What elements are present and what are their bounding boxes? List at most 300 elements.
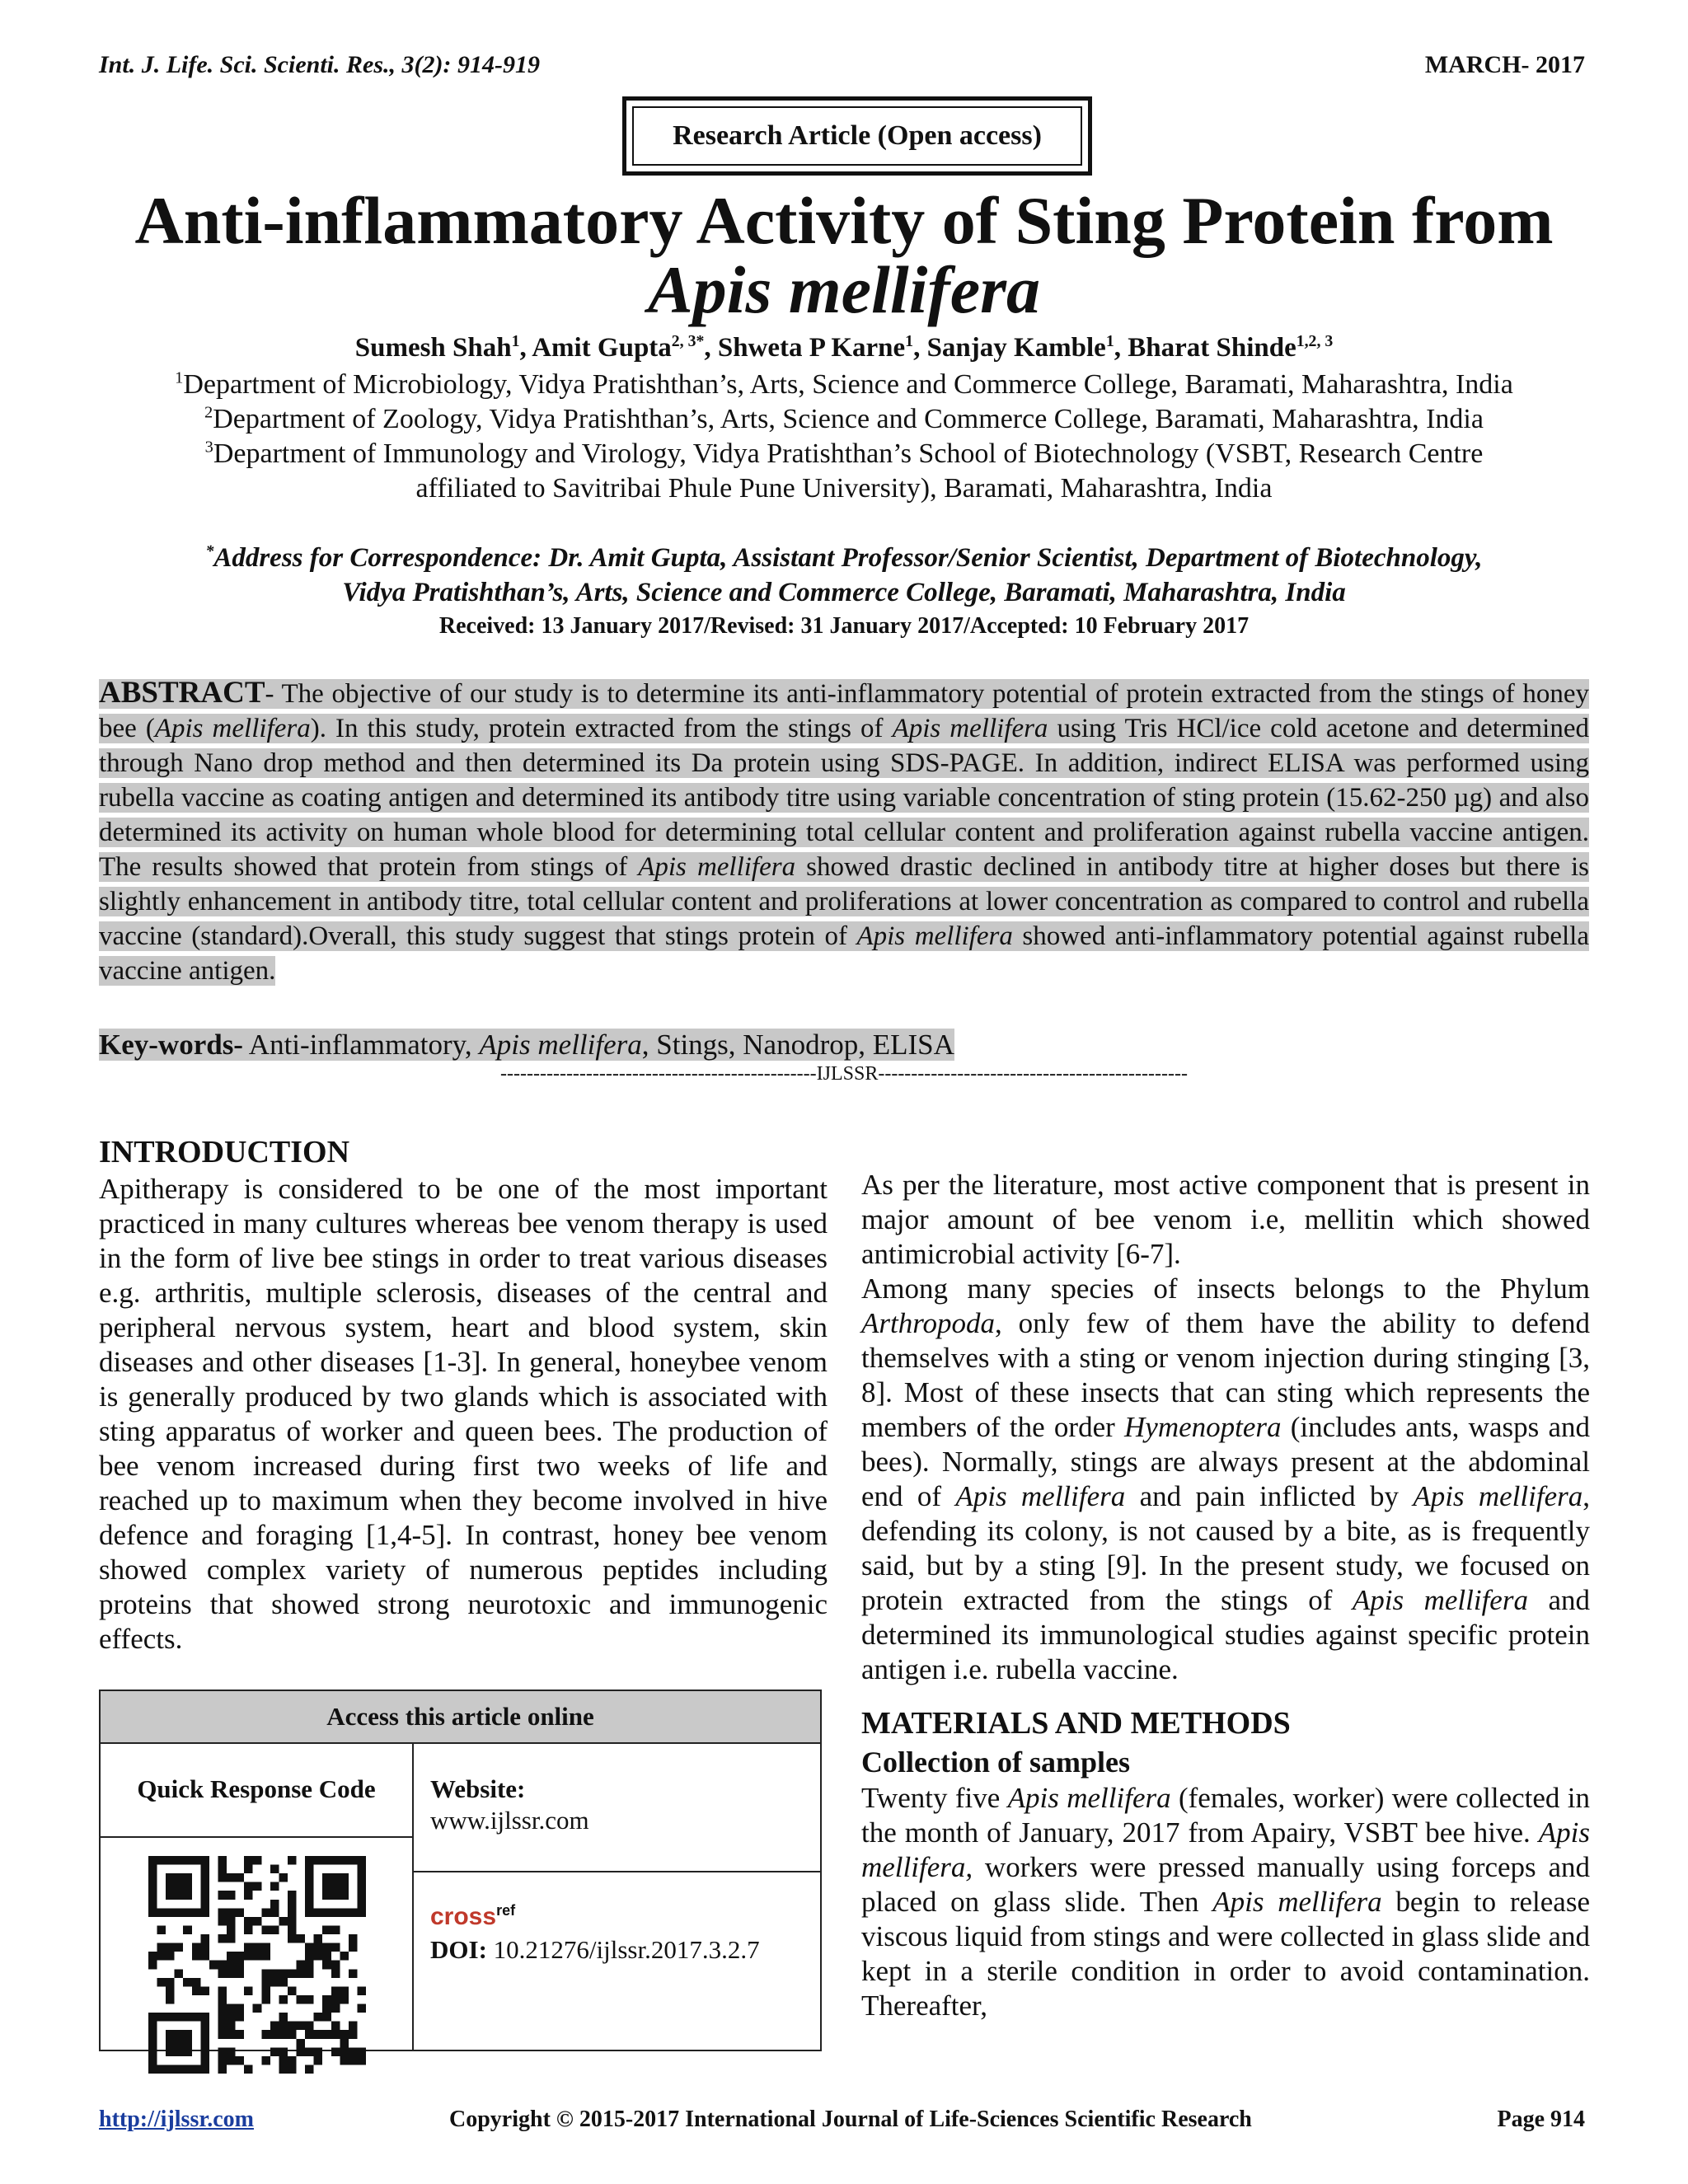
qr-module [314,1934,323,1943]
qr-module [227,2056,236,2065]
section-separator: ------------------------------------------------IJLSSR----------------------------------------------- [500,1063,1188,1085]
qr-module [279,2030,288,2039]
paper-title [0,183,1688,327]
qr-module [322,1908,331,1917]
qr-module [288,1856,297,1865]
qr-module [261,1943,270,1952]
abstract [99,676,1589,988]
author-sup: 2, 3* [671,332,705,350]
qr-module [288,1917,297,1926]
qr-code[interactable] [148,1856,366,2074]
text: and determined its immunological studies against specific protein antigen i.e. rubella vaccine. [861,1584,1590,1685]
qr-module [148,1856,157,1865]
qr-module [200,1943,209,1952]
qr-module [183,1856,192,1865]
doi[interactable] [430,1935,760,1965]
qr-module [148,2039,157,2048]
qr-module [200,1882,209,1891]
species-name: Apis mellifera [1352,1584,1528,1616]
qr-module [349,2047,358,2056]
qr-module [331,1969,340,1978]
qr-module [192,2013,201,2022]
qr-module [148,2064,157,2074]
qr-module [175,1856,184,1865]
doi-label: DOI: [430,1935,487,1964]
author-sep: , [519,333,532,363]
qr-module [279,2064,288,2074]
footer-journal-link[interactable]: http://ijlssr.com [99,2107,254,2132]
qr-module [218,2022,227,2031]
qr-code-icon [148,1856,366,2074]
qr-module [157,1978,166,1987]
qr-module [261,1952,270,1961]
qr-module [200,1873,209,1882]
affiliation-text: Department of Microbiology, Vidya Pratishthan’s, Arts, Science and Commerce College, Baramati, Maharashtra, India [183,369,1513,400]
qr-module [192,1943,201,1952]
qr-module [227,2022,236,2031]
qr-module [166,2013,175,2022]
qr-module [297,1934,306,1943]
qr-module [279,1873,288,1882]
qr-module [218,1969,227,1978]
qr-module [270,2022,279,2031]
qr-module [200,2064,209,2074]
qr-module [279,2047,288,2056]
abstract-text: - The objective of our study is to determine its anti-inflammatory potential of protein extracted from the stings of honey bee ( [99,679,1589,743]
species-name: Apis mellifera [1212,1886,1382,1918]
qr-module [305,1891,314,1900]
qr-module [305,1961,314,1970]
qr-module [157,2013,166,2022]
qr-module [244,2064,253,2074]
qr-module [227,1908,236,1917]
text: , defending its colony, is not caused by a bite, as is frequently said, but by a sting [9]. In the present study, we focused on protein extracted from the stings of [861,1480,1590,1616]
qr-module [183,2013,192,2022]
qr-module [218,1865,227,1874]
qr-module [322,2004,331,2013]
affiliation-sup: 3 [204,438,213,457]
journal-citation: Int. J. Life. Sci. Scienti. Res., 3(2): 914-919 [99,51,540,78]
right-column [861,1168,1590,2023]
qr-module [253,1917,262,1926]
qr-module [218,1986,227,1995]
qr-module [157,1952,166,1961]
website-cell [430,1774,589,1836]
qr-module [305,2064,314,2074]
qr-module [236,2004,245,2013]
author-sep: , [1114,333,1128,363]
qr-module [200,1934,209,1943]
author-sup: 1,2, 3 [1296,332,1334,350]
qr-module [340,1908,349,1917]
qr-module [305,2022,314,2031]
qr-module [314,2030,323,2039]
species-name: Apis mellifera [154,714,311,743]
qr-module [227,1891,236,1900]
qr-module [305,1908,314,1917]
qr-module [297,2039,306,2048]
qr-module [148,1891,157,1900]
qr-module [227,1925,236,1934]
text: workers were pressed manually using forceps and placed on glass slide. Then [861,1851,1590,1918]
crossref-logo-part: ref [496,1902,516,1919]
qr-module [148,1961,157,1970]
left-column [99,1132,828,1657]
qr-module [166,1986,175,1995]
qr-module [148,1873,157,1882]
qr-module [175,1882,184,1891]
qr-module [200,1865,209,1874]
qr-module [148,2030,157,2039]
qr-module [331,2004,340,2013]
qr-module [148,2022,157,2031]
qr-module [288,2064,297,2074]
qr-module [244,1882,253,1891]
qr-module [166,1856,175,1865]
qr-module [236,1873,245,1882]
qr-module [166,1873,175,1882]
qr-module [322,1925,331,1934]
qr-module [253,2004,262,2013]
website-label: Website: [430,1774,526,1803]
qr-module [175,1969,184,1978]
qr-module [244,1943,253,1952]
abstract-label: ABSTRACT [99,676,265,710]
qr-module [340,1873,349,1882]
qr-module [322,1943,331,1952]
footer-copyright: Copyright © 2015-2017 International Journal of Life-Sciences Scientific Research [449,2107,1252,2132]
qr-module [305,1873,314,1882]
qr-module [192,1986,201,1995]
qr-module [322,1952,331,1961]
affiliation-3 [0,438,1688,470]
qr-module [227,1934,236,1943]
qr-module [297,2047,306,2056]
qr-module [279,1969,288,1978]
qr-module [340,2056,349,2065]
article-type-badge [622,96,1092,176]
qr-module [200,1900,209,1909]
qr-module [331,1908,340,1917]
keywords-label: Key-words- [99,1029,243,1061]
qr-module [288,2030,297,2039]
qr-module [183,1891,192,1900]
qr-module [357,2056,366,2065]
qr-module [340,1995,349,2004]
qr-module [340,1882,349,1891]
abstract-text: showed drastic declined in antibody titre at higher doses but there is slightly enhancement in antibody titre, total cellular content and proliferations at lower concentration as compared to control and rubella vaccine (standard).Overall, this study suggest that stings protein of [99,852,1590,951]
text: Among many species of insects belongs to the Phylum [861,1272,1590,1305]
correspondence-line-1 [0,543,1688,574]
qr-module [148,2013,157,2022]
species-name: Apis mellifera [479,1029,642,1061]
qr-module [331,1995,340,2004]
qr-module [314,1908,323,1917]
qr-module [288,2022,297,2031]
qr-module [236,1969,245,1978]
qr-module [349,1934,358,1943]
text: (includes ants, wasps and bees). Normally, stings are always present at the abdominal end of [861,1411,1590,1512]
abstract-text: using Tris HCl/ice cold acetone and determined through Nano drop method and then determined its Da protein using SDS-PAGE. In addition, indirect ELISA was performed using rubella vaccine as coating antigen and determined its antibody titre using variable concentration of sting protein (15.62-250 µg) and also determined its activity on human whole blood for determining total cellular content and proliferation against rubella vaccine antigen. The results showed that protein from stings of [99,714,1589,882]
qr-module [227,1952,236,1961]
affiliation-text: Department of Zoology, Vidya Pratishthan’s, Arts, Science and Commerce College, Baramati, Maharashtra, India [213,404,1484,434]
qr-module [175,2047,184,2056]
qr-module [227,1961,236,1970]
author-sup: 1 [905,332,914,350]
paragraph-literature: As per the literature, most active component that is present in major amount of bee venom i.e, mellitin which showed antimicrobial activity [6-7]. [861,1169,1590,1270]
qr-module [236,2030,245,2039]
qr-module [148,1865,157,1874]
qr-module [349,1943,358,1952]
qr-module [175,2064,184,2074]
qr-module [166,1943,175,1952]
qr-module [314,2047,323,2056]
qr-module [227,2013,236,2022]
species-name: Apis mellifera [638,852,796,882]
qr-module [148,2047,157,2056]
qr-module [331,1882,340,1891]
qr-module [236,2013,245,2022]
qr-module [166,1978,175,1987]
qr-module [157,2064,166,2074]
author-name: Sanjay Kamble [926,333,1106,363]
qr-module [157,1908,166,1917]
qr-module [236,2056,245,2065]
qr-module [218,2056,227,2065]
qr-module [218,2013,227,2022]
qr-module [305,1865,314,1874]
author-sep: , [704,333,718,363]
article-type-label: Research Article (Open access) [632,106,1082,166]
qr-module [270,1882,279,1891]
qr-module [322,1873,331,1882]
qr-module [166,2064,175,2074]
qr-module [331,2030,340,2039]
qr-module [218,1856,227,1865]
qr-module [322,2013,331,2022]
text: and pain inflicted by [1125,1480,1414,1512]
qr-module [357,1986,366,1995]
qr-module [261,1995,270,2004]
author-name: Sumesh Shah [354,333,512,363]
author-name: Bharat Shinde [1128,333,1296,363]
affiliation-sup: 1 [175,368,184,387]
qr-module [279,2013,288,2022]
qr-module [175,1873,184,1882]
qr-module [200,2047,209,2056]
qr-module [148,2056,157,2065]
qr-module [157,1943,166,1952]
qr-module [218,1995,227,2004]
qr-module [357,2047,366,2056]
qr-module [200,1891,209,1900]
author-name: Amit Gupta [532,333,672,363]
qr-module [218,1934,227,1943]
qr-module [166,1891,175,1900]
qr-module [322,1882,331,1891]
qr-module [261,2030,270,2039]
correspondence-line-2: Vidya Pratishthan’s, Arts, Science and Commerce College, Baramati, Maharashtra, India [342,578,1346,607]
species-name: Apis mellifera, [861,1816,1590,1883]
qr-module [340,1952,349,1961]
affiliation-3-cont: affiliated to Savitribai Phule Pune University), Baramati, Maharashtra, India [415,473,1273,504]
collection-heading: Collection of samples [861,1746,1130,1779]
qr-module [314,1856,323,1865]
qr-module [244,1891,253,1900]
affiliation-sup: 2 [204,403,213,422]
qr-module [261,1969,270,1978]
qr-module [349,1856,358,1865]
qr-module [331,1961,340,1970]
qr-module [357,2004,366,2013]
qr-module [322,1891,331,1900]
qr-module [261,1978,270,1987]
qr-module [270,1969,279,1978]
qr-module [148,1952,157,1961]
species-name: Apis mellifera [1413,1480,1583,1512]
qr-module [331,1891,340,1900]
qr-module [340,2030,349,2039]
qr-module [357,1908,366,1917]
qr-module [218,2030,227,2039]
qr-module [175,2039,184,2048]
qr-module [270,1908,279,1917]
author-name: Shweta P Karne [717,333,906,363]
qr-module [244,1986,253,1995]
page-number: Page 914 [1497,2107,1585,2132]
qr-module [183,2039,192,2048]
qr-module [157,1925,166,1934]
qr-module [244,1952,253,1961]
qr-module [279,1995,288,2004]
qr-module [270,2047,279,2056]
qr-module [261,1908,270,1917]
qr-module [349,2030,358,2039]
received-dates: Received: 13 January 2017/Revised: 31 January 2017/Accepted: 10 February 2017 [438,613,1250,639]
qr-module [305,1969,314,1978]
qr-module [270,2030,279,2039]
qr-module [331,2022,340,2031]
qr-module [183,1873,192,1882]
qr-module [261,1986,270,1995]
qr-module [305,1900,314,1909]
access-article-box [99,1690,822,2051]
qr-module [253,1943,262,1952]
qr-module [279,1978,288,1987]
qr-module [349,1908,358,1917]
keywords [99,1028,954,1062]
qr-module [192,1978,201,1987]
qr-module [357,1891,366,1900]
qr-module [305,1952,314,1961]
author-list [0,333,1688,363]
author-sup: 1 [1105,332,1114,350]
qr-module [218,1908,227,1917]
qr-module [192,1952,201,1961]
qr-module [218,1961,227,1970]
qr-module [253,1882,262,1891]
qr-module [227,2004,236,2013]
qr-module [305,1995,314,2004]
qr-module [340,1891,349,1900]
keywords-text: Anti-inflammatory, [242,1029,480,1061]
qr-module [183,2064,192,2074]
table-divider [414,1871,822,1872]
qr-module [218,1891,227,1900]
qr-module [305,2030,314,2039]
qr-module [331,2047,340,2056]
qr-module [157,1856,166,1865]
qr-module [297,1961,306,1970]
qr-module [340,1856,349,1865]
affiliation-2 [0,404,1688,435]
qr-module [279,2022,288,2031]
qr-module [270,1925,279,1934]
qr-module [236,1908,245,1917]
qr-module [183,1908,192,1917]
text: , only few of them have the ability to defend themselves with a sting or venom injection during stinging [3, 8]. Most of these insects that can sting which represents the members of the order [861,1307,1590,1443]
qr-module [227,2030,236,2039]
qr-module [357,1865,366,1874]
introduction-heading: INTRODUCTION [99,1135,350,1169]
website-link[interactable]: www.ijlssr.com [430,1806,589,1835]
qr-module [297,1969,306,1978]
qr-module [218,2004,227,2013]
qr-module [270,1865,279,1874]
species-name: Apis mellifera [856,921,1013,951]
qr-module [192,1908,201,1917]
qr-module [200,2039,209,2048]
qr-module [349,2056,358,2065]
qr-module [279,2056,288,2065]
qr-module [253,1856,262,1865]
qr-module [200,1856,209,1865]
qr-module [166,2039,175,2048]
methods-heading: MATERIALS AND METHODS [861,1706,1291,1741]
qr-module [331,1943,340,1952]
qr-module [166,2030,175,2039]
qr-module [314,2056,323,2065]
qr-module [322,2030,331,2039]
qr-module [331,1925,340,1934]
qr-module [357,1882,366,1891]
qr-module [357,1900,366,1909]
qr-module [288,1891,297,1900]
qr-module [166,1882,175,1891]
author-sup: 1 [511,332,520,350]
qr-module [244,1925,253,1934]
doi-value: 10.21276/ijlssr.2017.3.2.7 [486,1935,760,1964]
qr-module [148,1882,157,1891]
qr-module [288,1969,297,1978]
qr-module [209,1961,218,1970]
species-name: Apis mellifera [1007,1782,1171,1814]
qr-module [192,1856,201,1865]
qr-module [227,1969,236,1978]
qr-module [349,2022,358,2031]
qr-module [340,1986,349,1995]
qr-module [175,2013,184,2022]
abstract-text: showed anti-inflammatory potential against rubella vaccine antigen. [99,921,1590,986]
qr-module [183,1882,192,1891]
qr-module [270,1900,279,1909]
qr-module [331,1873,340,1882]
correspondence-star: * [205,542,214,560]
qr-module [175,1908,184,1917]
qr-module [244,1917,253,1926]
qr-module [349,1969,358,1978]
qr-module [218,2064,227,2074]
